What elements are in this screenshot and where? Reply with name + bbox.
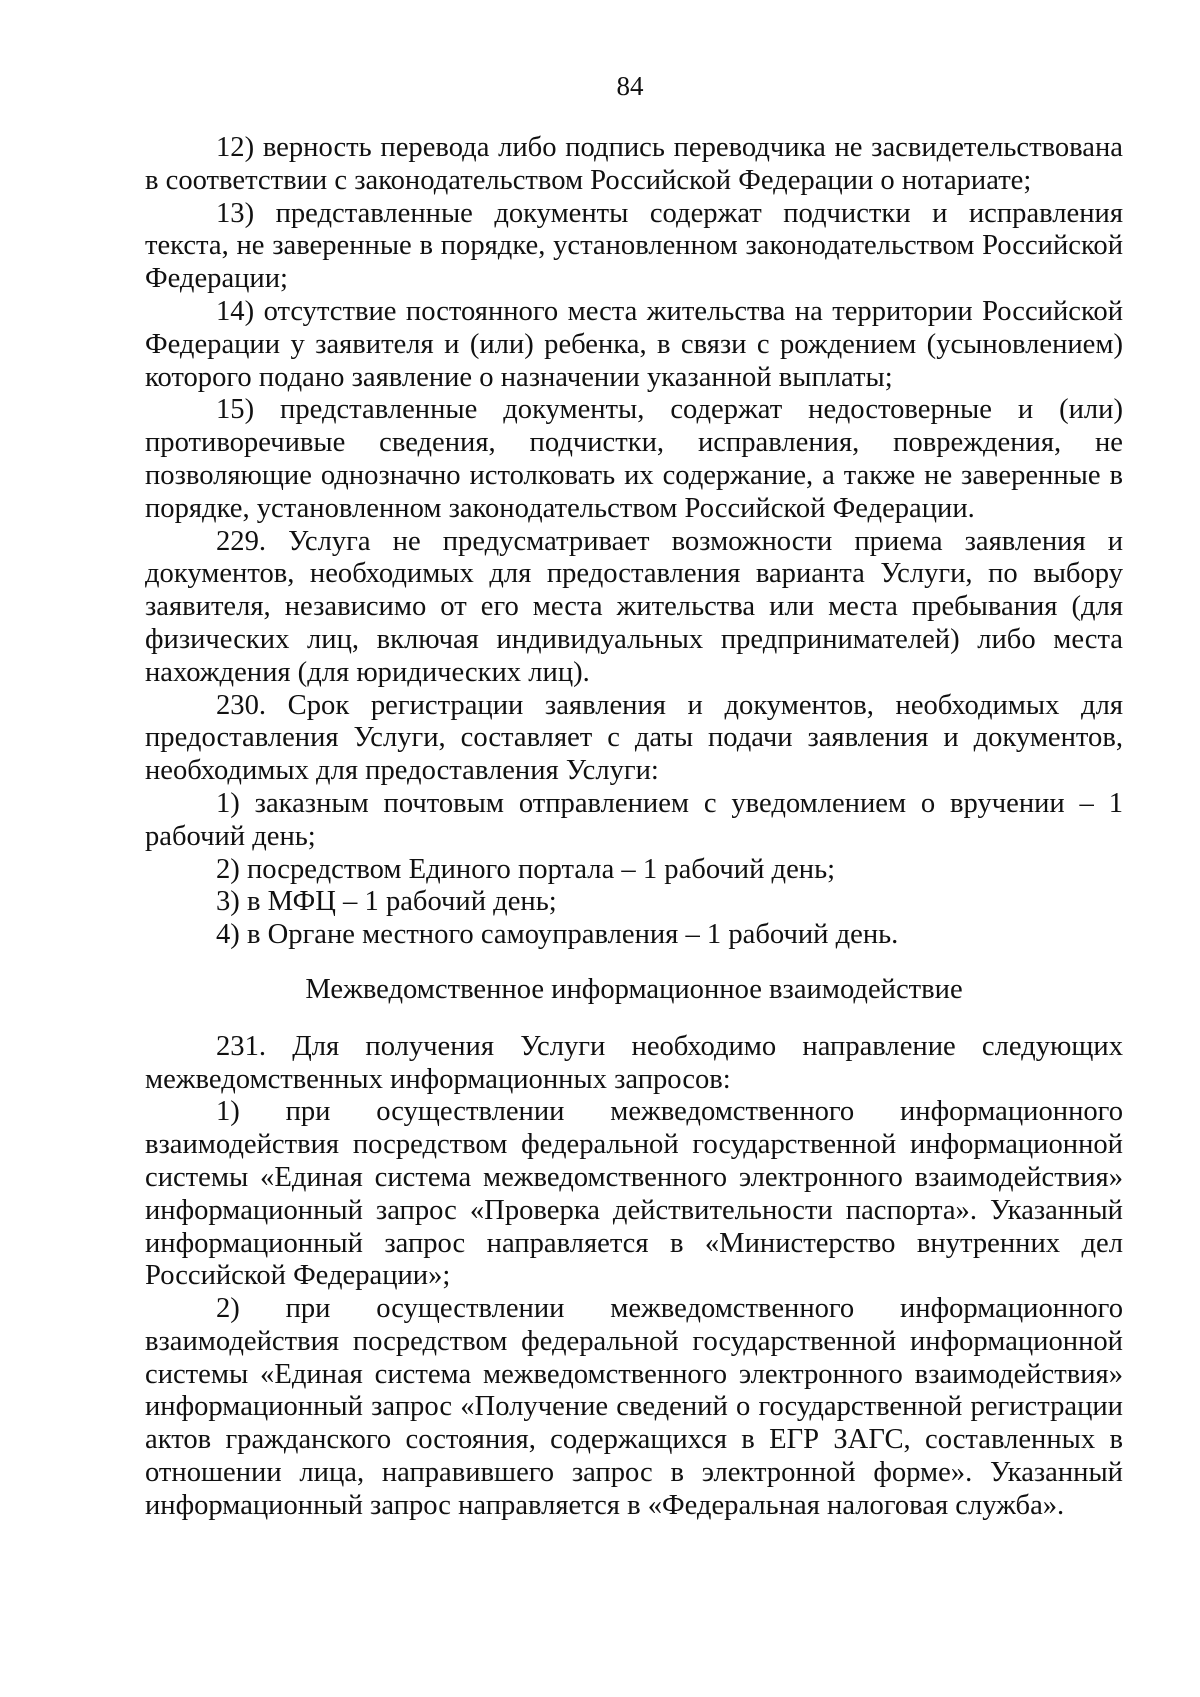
paragraph-item-14: 14) отсутствие постоянного места жительства на территории Российской Федерации у заявителя и (или) ребенка, в связи с рождением (усыновлением) которого подано заявление о назначении указанной выплаты;: [145, 295, 1123, 393]
paragraph-230: 230. Срок регистрации заявления и документов, необходимых для предоставления Услуги, составляет с даты подачи заявления и документов, необходимых для предоставления Услуги:: [145, 689, 1123, 787]
section-heading: Межведомственное информационное взаимодействие: [305, 973, 963, 1005]
paragraph-230-item-1: 1) заказным почтовым отправлением с уведомлением о вручении – 1 рабочий день;: [145, 787, 1123, 852]
paragraph-230-item-3: 3) в МФЦ – 1 рабочий день;: [216, 886, 557, 918]
page-number: 84: [616, 71, 644, 101]
paragraph-item-13: 13) представленные документы содержат подчистки и исправления текста, не заверенные в порядке, установленном законодательством Российской Федерации;: [145, 197, 1123, 295]
paragraph-item-12: 12) верность перевода либо подпись переводчика не засвидетельствована в соответствии с законодательством Российской Федерации о нотариате;: [145, 132, 1123, 196]
paragraph-231: 231. Для получения Услуги необходимо направление следующих межведомственных информационных запросов:: [145, 1030, 1123, 1095]
paragraph-229: 229. Услуга не предусматривает возможности приема заявления и документов, необходимых для предоставления варианта Услуги, по выбору заявителя, независимо от его места жительства или места пребывания (для физических лиц, включая индивидуальных предпринимателей) либо места нахождения (для юридических лиц).: [145, 525, 1123, 688]
paragraph-231-item-1: 1) при осуществлении межведомственного информационного взаимодействия посредством федеральной государственной информационной системы «Единая система межведомственного электронного взаимодействия» информационный запрос «Проверка действительности паспорта». Указанный информационный запрос направляется в «Министерство внутренних дел Российской Федерации»;: [145, 1096, 1123, 1292]
paragraph-230-item-2: 2) посредством Единого портала – 1 рабочий день;: [216, 853, 836, 885]
paragraph-item-15: 15) представленные документы, содержат недостоверные и (или) противоречивые сведения, подчистки, исправления, повреждения, не позволяющие однозначно истолковать их содержание, а также не заверенные в порядке, установленном законодательством Российской Федерации.: [145, 394, 1123, 524]
paragraph-231-item-2: 2) при осуществлении межведомственного информационного взаимодействия посредством федеральной государственной информационной системы «Единая система межведомственного электронного взаимодействия» информационный запрос «Получение сведений о государственной регистрации актов гражданского состояния, содержащихся в ЕГР ЗАГС, составленных в отношении лица, направившего запрос в электронной форме». Указанный информационный запрос направляется в «Федеральная налоговая служба».: [145, 1293, 1123, 1521]
document-body: [145, 132, 1123, 1523]
paragraph-230-item-4: 4) в Органе местного самоуправления – 1 рабочий день.: [216, 919, 899, 951]
